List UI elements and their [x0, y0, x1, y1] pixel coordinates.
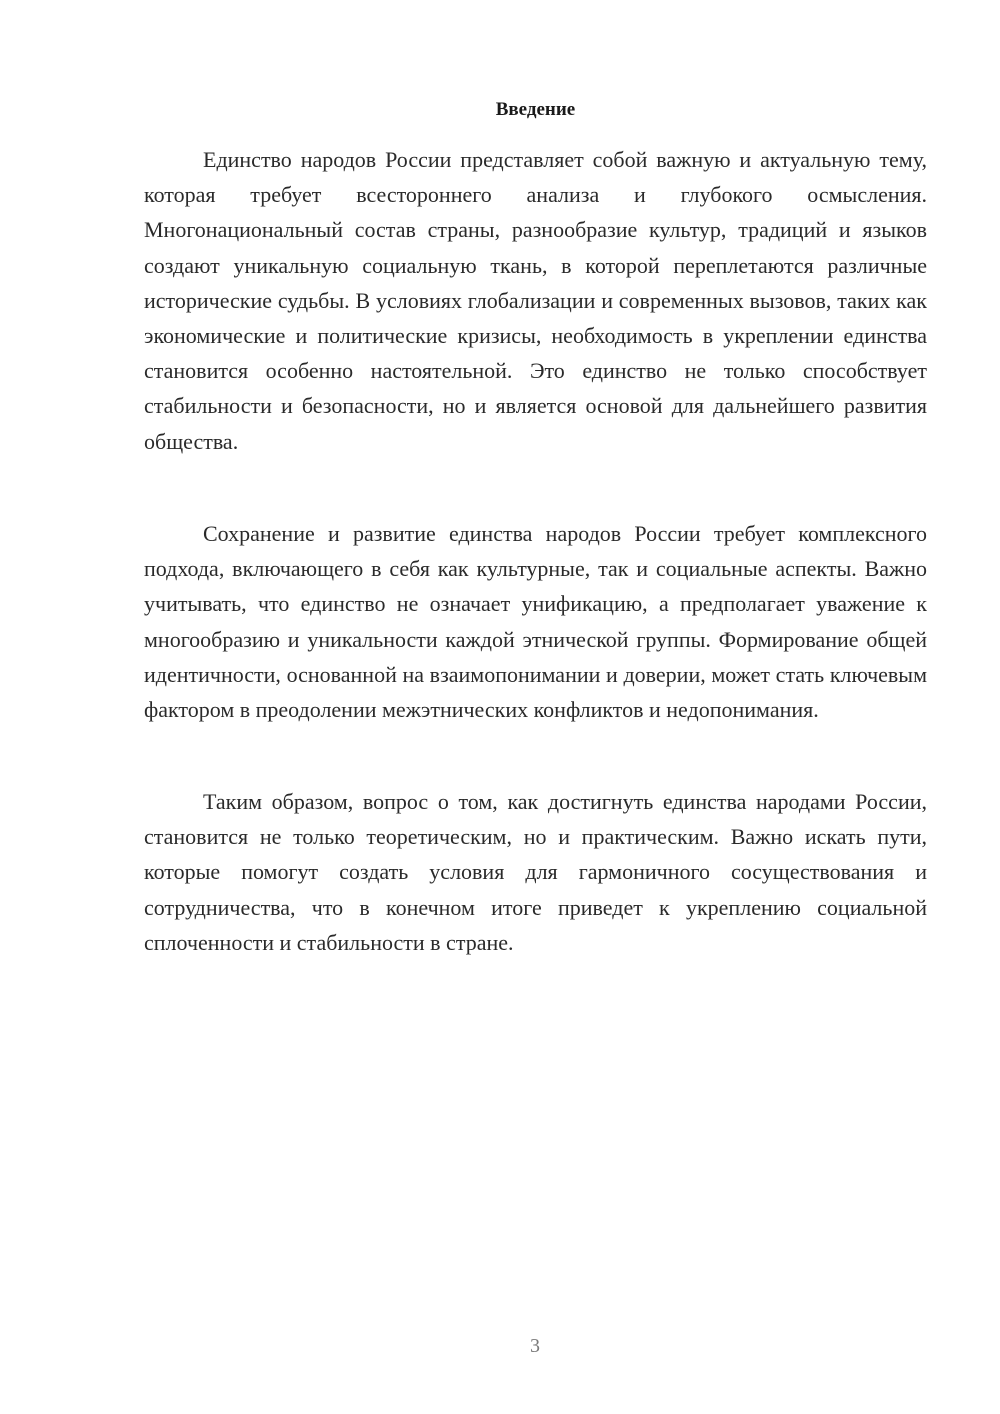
- paragraph-3: Таким образом, вопрос о том, как достигнуть единства народами России, становится не только теоретическим, но и практическим. Важно искать пути, которые помогут создать условия для гармоничного сосуществования и сотрудничества, что в конечном итоге приведет к укреплению социальной сплоченности и стабильности в стране.: [144, 789, 927, 955]
- paragraph-1: Единство народов России представляет собой важную и актуальную тему, которая требует всестороннего анализа и глубокого осмысления. Многонациональный состав страны, разнообразие культур, традиций и языков создают уникальную социальную ткань, в которой переплетаются различные исторические судьбы. В условиях глобализации и современных вызовов, таких как экономические и политические кризисы, необходимость в укреплении единства становится особенно настоятельной. Это единство не только способствует стабильности и безопасности, но и является основой для дальнейшего развития общества.: [144, 147, 927, 454]
- section-heading: Введение: [495, 99, 576, 120]
- paragraph-2: Сохранение и развитие единства народов России требует комплексного подхода, включающего в себя как культурные, так и социальные аспекты. Важно учитывать, что единство не означает унификацию, а предполагает уважение к многообразию и уникальности каждой этнической группы. Формирование общей идентичности, основанной на взаимопонимании и доверии, может стать ключевым фактором в преодолении межэтнических конфликтов и недопонимания.: [144, 521, 927, 723]
- page-number: 3: [530, 1335, 540, 1357]
